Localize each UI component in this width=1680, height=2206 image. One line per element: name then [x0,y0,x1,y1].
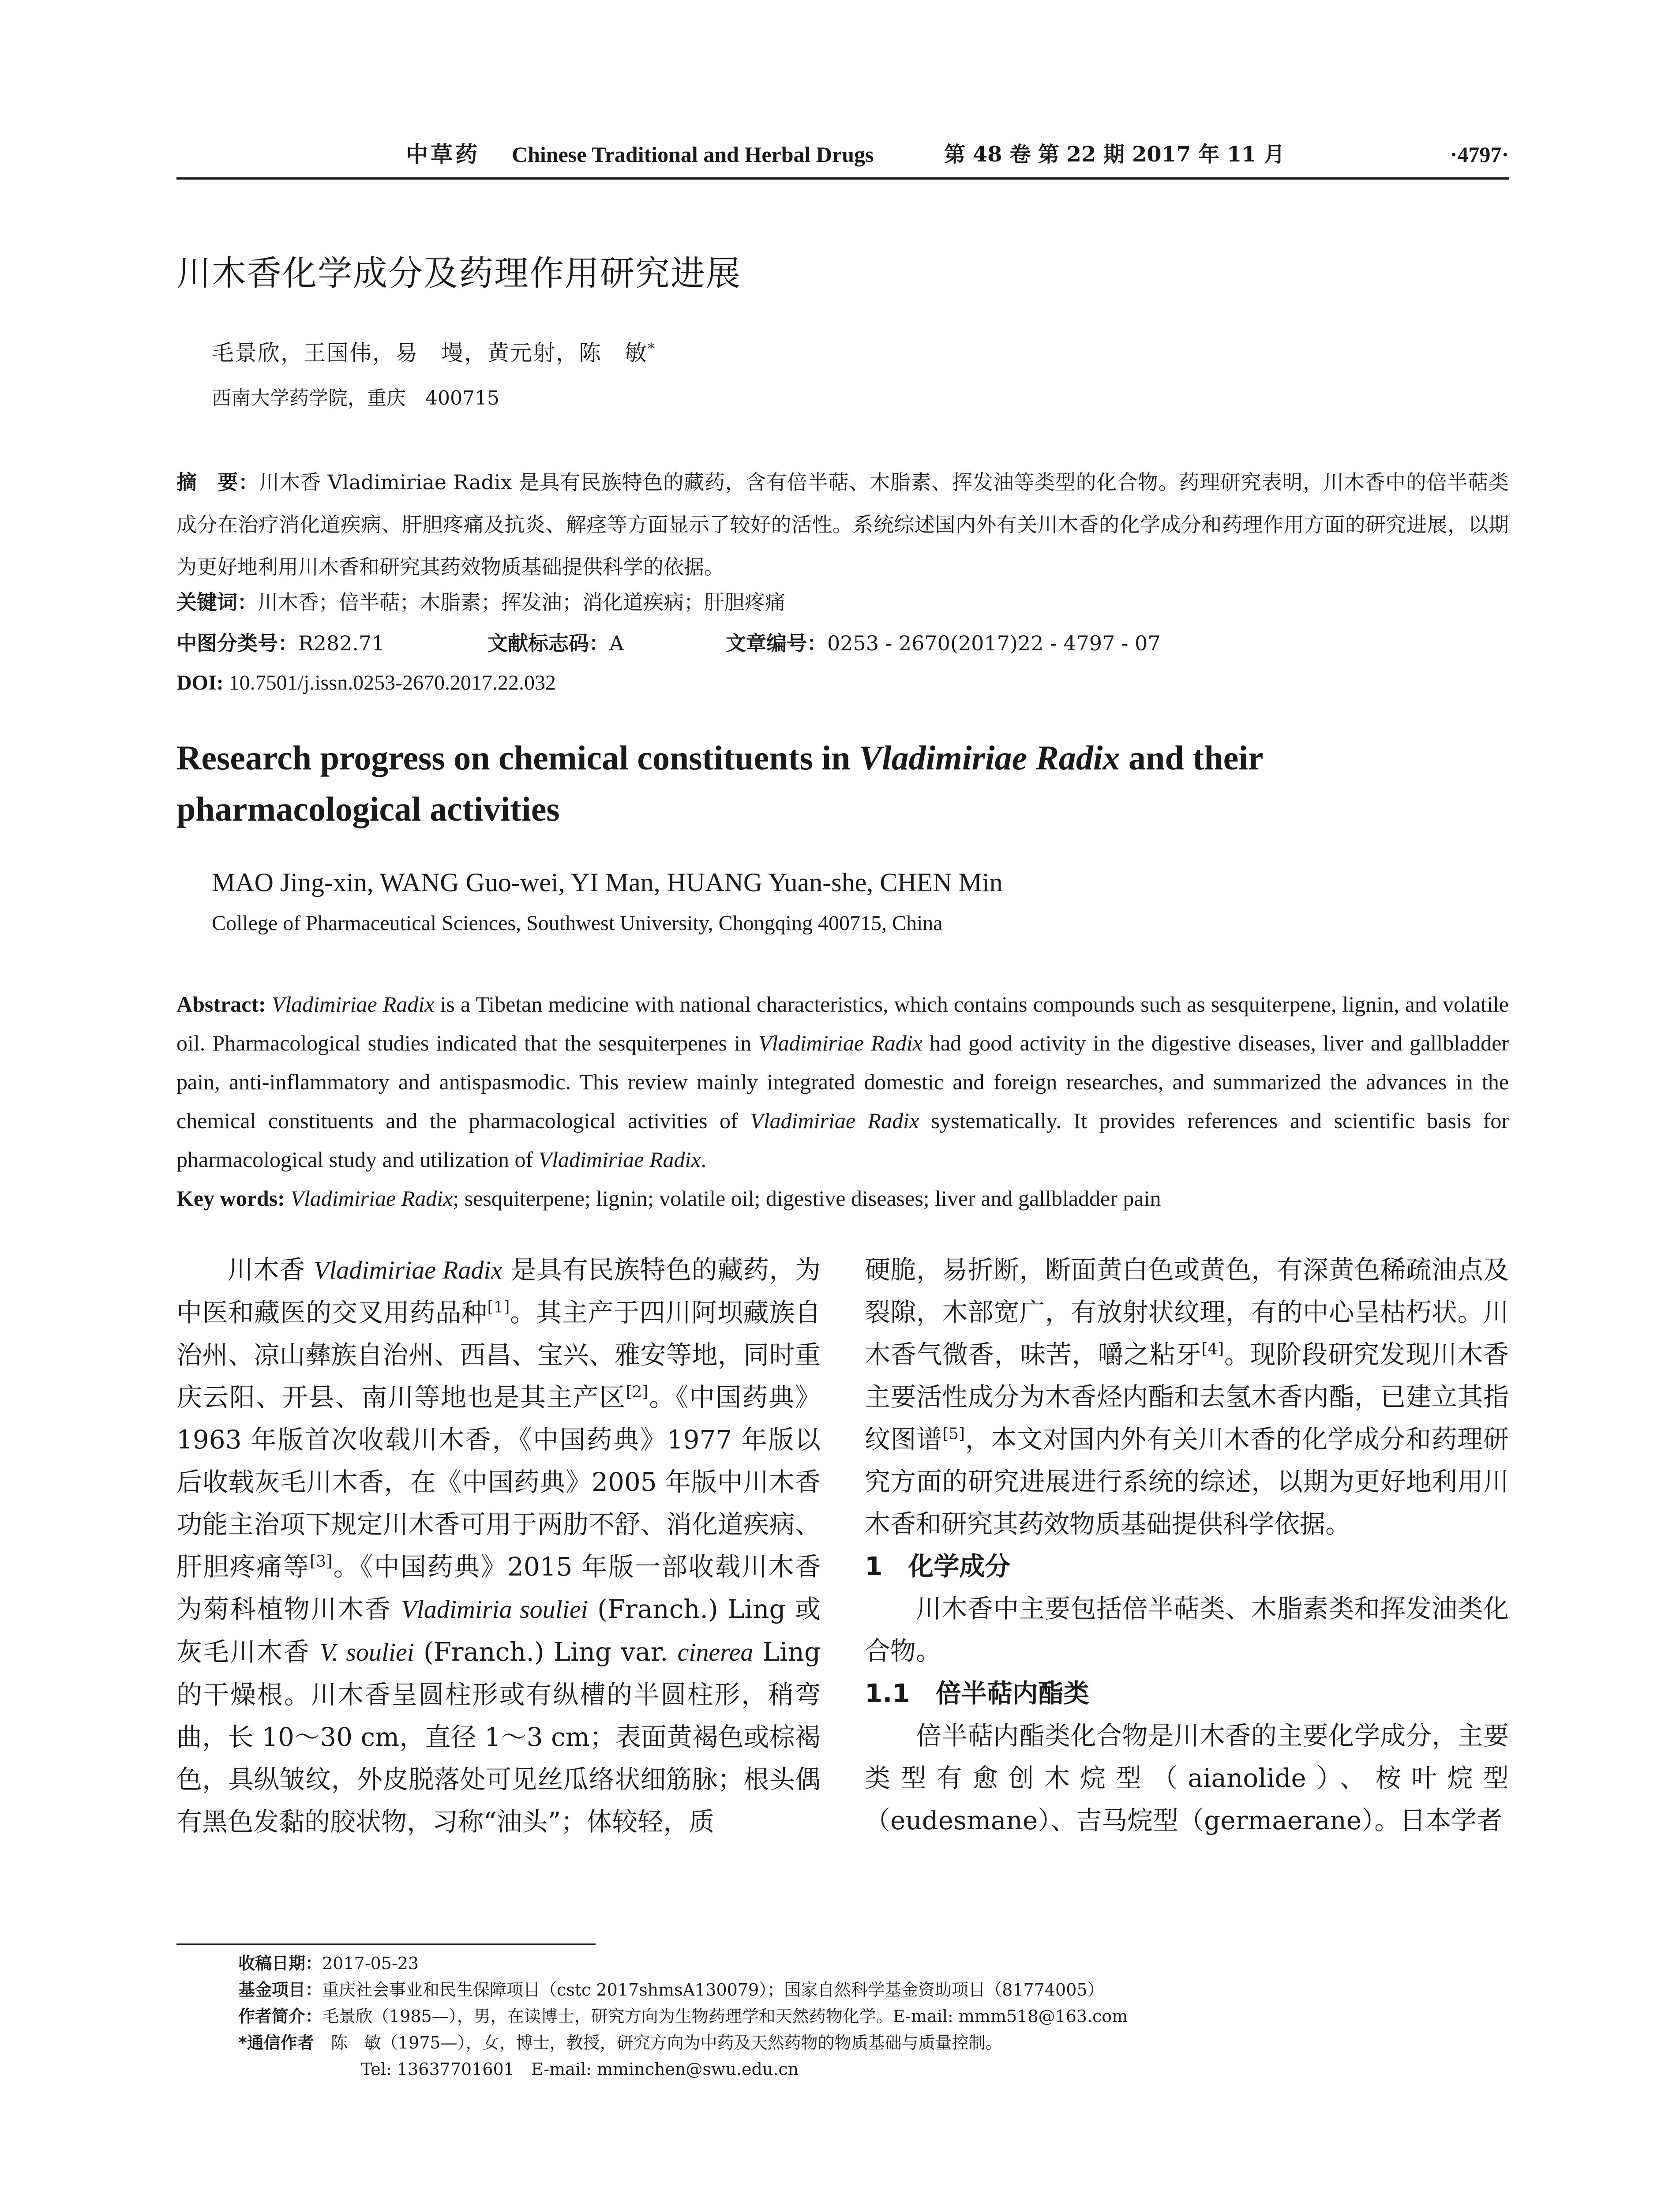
footnote-contact: Tel: 13637701601 E-mail: mminchen@swu.edu.cn [361,2060,799,2079]
abstract-en-s3: systematically. It provides references and scientific basis for pharmacological study and utilization of [176,1108,1509,1172]
footnote-received: 收稿日期：2017-05-23 [238,1954,419,1973]
abstract-en-s1: is a Tibetan medicine with national characteristics, which contains compounds such as sesquiterpene, lignin, and volatile oil. Pharmacological studies indicated that the sesquiterpenes in [176,992,1509,1055]
affiliation-en: College of Pharmaceutical Sciences, Southwest University, Chongqing 400715, China [212,912,943,935]
abstract-en-i1: Vladimiriae Radix [271,992,435,1017]
section-heading: 1 化学成分 [865,1551,1011,1581]
citation-ref[interactable]: [3] [310,1552,333,1571]
keywords-en-text: ; sesquiterpene; lignin; volatile oil; digestive diseases; liver and gallbladder pain [453,1186,1161,1211]
doc-code-label: 文献标志码： [488,631,609,655]
journal-issue: 第 48 卷 第 22 期 2017 年 11 月 [944,142,1285,167]
keywords-en-label: Key words: [176,1186,285,1211]
journal-name-en: Chinese Traditional and Herbal Drugs [512,142,874,167]
citation-ref[interactable]: [5] [942,1425,965,1443]
header-rule [176,177,1509,180]
article-number-value: 0253 - 2670(2017)22 - 4797 - 07 [827,631,1161,655]
citation-ref[interactable]: [4] [1201,1340,1224,1358]
authors-cn-names: 毛景欣，王国伟，易 墁，黄元射，陈 敏 [212,340,648,366]
running-header [176,132,1509,176]
abstract-en-i2: Vladimiriae Radix [758,1031,922,1055]
affiliation-cn: 西南大学药学院，重庆 400715 [212,387,499,409]
keywords-en [176,1179,1509,1218]
footnote-rule [176,1943,596,1945]
citation-ref[interactable]: [2] [626,1383,649,1401]
classification-line [176,622,1509,664]
abstract-en-s2: had good activity in the digestive diseases, liver and gallbladder pain, anti-inflammatory and antispasmodic. This review mainly integrated domestic and foreign researches, and summarized the advances in the chemical constituents and the pharmacological activities of [176,1031,1509,1133]
page-number: ·4797· [1450,142,1509,167]
clc-value: R282.71 [298,631,385,655]
body-paragraph: 倍半萜内酯类化合物是川木香的主要化学成分，主要类型有愈创木烷型（aianolide）、桉叶烷型（eudesmane）、吉马烷型（germaerane）。日本学者 [865,1721,1509,1835]
body-paragraph: 川木香中主要包括倍半萜类、木脂素类和挥发油类化合物。 [865,1594,1509,1666]
doi-label: DOI: [176,671,224,694]
abstract-cn-label: 摘 要： [176,470,259,494]
title-en-italic: Vladimiriae Radix [859,739,1120,777]
abstract-en-i3: Vladimiriae Radix [750,1108,919,1133]
citation-ref[interactable]: [1] [487,1298,510,1317]
footnotes [238,1950,1509,2082]
keywords-cn-label: 关键词： [176,590,258,614]
footnote-fund: 基金项目：重庆社会事业和民生保障项目（cstc 2017shmsA130079）；国家自然科学基金资助项目（81774005） [238,1980,1104,2000]
keywords-cn-text: 川木香；倍半萜；木脂素；挥发油；消化道疾病；肝胆疼痛 [258,590,785,614]
authors-cn [212,335,656,371]
body-paragraph: 川木香 Vladimiriae Radix 是具有民族特色的藏药，为中医和藏医的交叉用药品种[1]。其主产于四川阿坝藏族自治州、凉山彝族自治州、西昌、宝兴、雅安等地，同时重庆云阳、开县、南川等地也是其主产区[2]。《中国药典》1963 年版首次收载川木香，《中国药典》1977 年版以后收载灰毛川木香，在《中国药典》2005 年版中川木香功能主治项下规定川木香可用于两肋不舒、消化道疾病、肝胆疼痛等[3]。《中国药典》2015 年版一部收载川木香为菊科植物川木香 Vladimiria souliei (Franch.) Ling 或灰毛川木香 V. souliei (Franch.) Ling var. cinerea Ling 的干燥根。川木香呈圆柱形或有纵槽的半圆柱形，稍弯曲，长 10～30 cm，直径 1～3 cm；表面黄褐色或棕褐色，具纵皱纹，外皮脱落处可见丝瓜络状细筋脉；根头偶有黑色发黏的胶状物，习称“油头”；体较轻，质 [176,1255,821,1837]
footnote-corresponding: *通信作者 陈 敏（1975—），女，博士，教授，研究方向为中药及天然药物的物质基础与质量控制。 [238,2033,1002,2052]
authors-en: MAO Jing-xin, WANG Guo-wei, YI Man, HUANG Yuan-she, CHEN Min [212,868,1003,897]
article-number-label: 文章编号： [726,631,827,655]
corresponding-mark: * [648,340,656,356]
body-paragraph-continued: 硬脆，易折断，断面黄白色或黄色，有深黄色稀疏油点及裂隙，木部宽广，有放射状纹理，有的中心呈枯朽状。川木香气微香，味苦，嚼之粘牙[4]。现阶段研究发现川木香主要活性成分为木香烃内酯和去氢木香内酯，已建立其指纹图谱[5]，本文对国内外有关川木香的化学成分和药理研究方面的研究进展进行系统的综述，以期为更好地利用川木香和研究其药效物质基础提供科学依据。 [865,1255,1509,1539]
abstract-en-label: Abstract: [176,992,266,1017]
title-en-part2: and their pharmacological activities [176,739,1263,828]
abstract-en-i4: Vladimiriae Radix [538,1147,701,1172]
doc-code-value: A [609,631,624,655]
abstract-en [176,985,1509,1179]
journal-name-cn: 中草药 [406,141,480,167]
footnote-author-bio: 作者简介：毛景欣（1985—），男，在读博士，研究方向为生物药理学和天然药物化学。E-mail: mmm518@163.com [238,2007,1128,2026]
abstract-cn-text: 川木香 Vladimiriae Radix 是具有民族特色的藏药，含有倍半萜、木脂素、挥发油等类型的化合物。药理研究表明，川木香中的倍半萜类成分在治疗消化道疾病、肝胆疼痛及抗炎、解痉等方面显示了较好的活性。系统综述国内外有关川木香的化学成分和药理作用方面的研究进展，以期为更好地利用川木香和研究其药效物质基础提供科学的依据。 [176,470,1509,579]
clc-label: 中图分类号： [176,631,298,655]
doi-value: 10.7501/j.issn.0253-2670.2017.22.032 [229,671,556,694]
subsection-heading: 1.1 倍半萜内酯类 [865,1678,1089,1708]
abstract-cn [176,461,1509,588]
title-en [176,732,1500,835]
doi-line [176,662,1509,704]
page-title: 川木香化学成分及药理作用研究进展 [176,254,742,293]
keywords-cn [176,581,1509,623]
abstract-en-s4: . [701,1147,707,1172]
title-en-part1: Research progress on chemical constituents in [176,739,859,777]
keywords-en-italic: Vladimiriae Radix [290,1186,453,1211]
body-column-left [176,1249,821,1843]
body-column-right [865,1249,1509,1842]
